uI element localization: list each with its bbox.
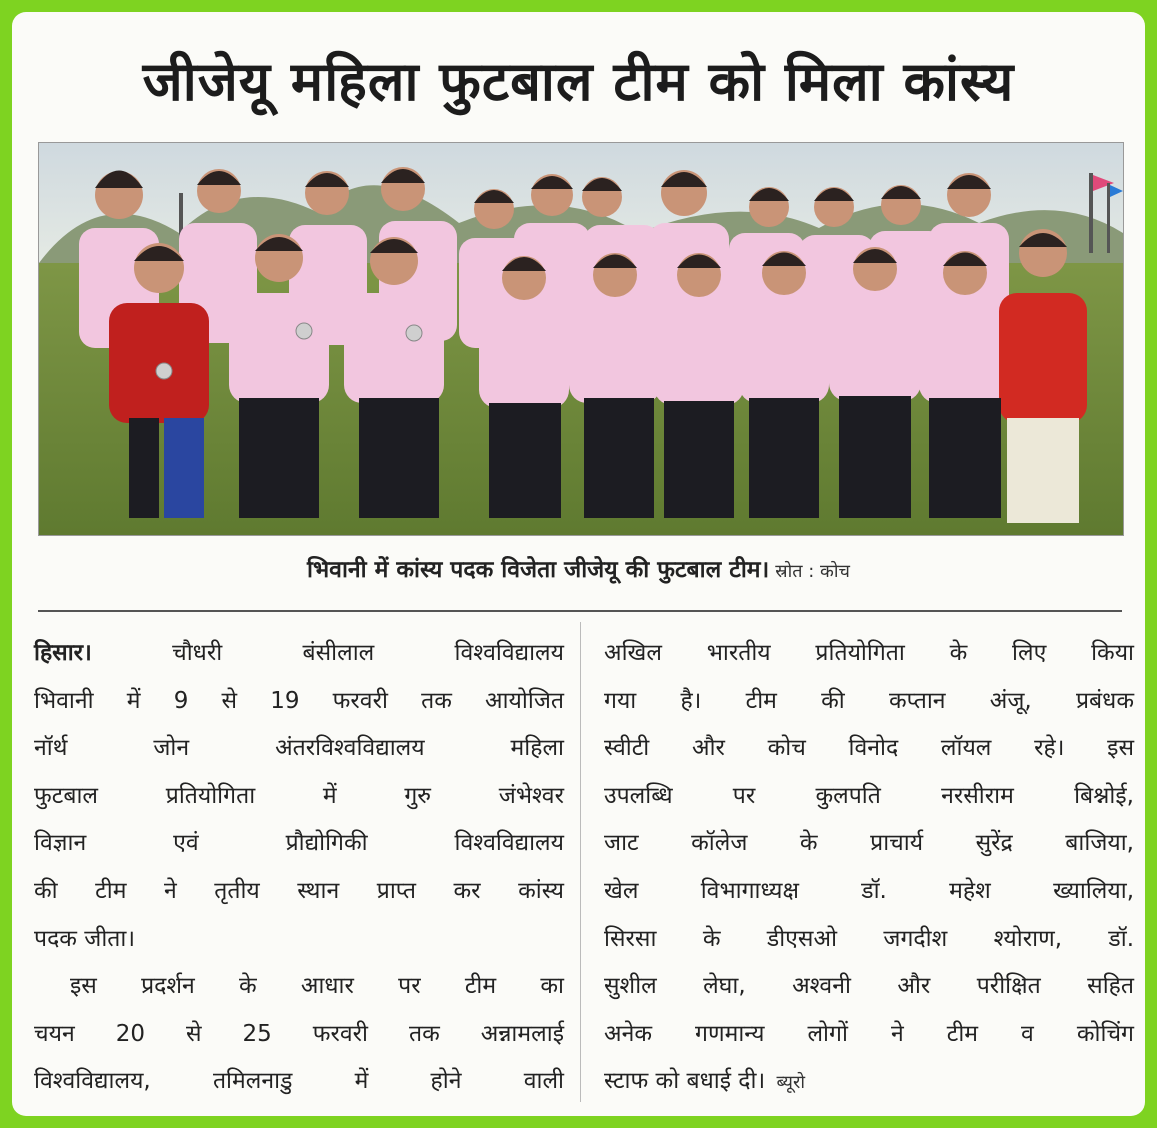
article-line: विज्ञान एवं प्रौद्योगिकी विश्वविद्यालय bbox=[34, 830, 564, 857]
byline: ब्यूरो bbox=[776, 1072, 806, 1094]
article-line: स्टाफ को बधाई दी। ब्यूरो bbox=[604, 1068, 806, 1095]
article-line: नॉर्थ जोन अंतरविश्वविद्यालय महिला bbox=[34, 735, 564, 762]
article-line: सिरसा के डीएसओ जगदीश श्योराण, डॉ. bbox=[604, 925, 1134, 952]
article-line: उपलब्धि पर कुलपति नरसीराम बिश्नोई, bbox=[604, 782, 1134, 809]
caption-source: स्रोत : कोच bbox=[775, 561, 850, 582]
article-line: पदक जीता। bbox=[34, 925, 136, 952]
caption-text: भिवानी में कांस्य पदक विजेता जीजेयू की फुटबाल टीम। bbox=[307, 557, 770, 583]
article-line: इस प्रदर्शन के आधार पर टीम का bbox=[70, 973, 564, 1000]
article-line: हिसार। चौधरी बंसीलाल विश्वविद्यालय bbox=[34, 640, 564, 666]
article-column-left bbox=[34, 630, 564, 1106]
article-line: चयन 20 से 25 फरवरी तक अन्नामलाई bbox=[34, 1020, 564, 1047]
article-column-right bbox=[604, 630, 1134, 1106]
article-line: गया है। टीम की कप्तान अंजू, प्रबंधक bbox=[604, 687, 1134, 714]
article-line: सुशील लेघा, अश्वनी और परीक्षित सहित bbox=[604, 973, 1134, 1000]
article-line: विश्वविद्यालय, तमिलनाडु में होने वाली bbox=[34, 1068, 564, 1095]
photo-caption bbox=[12, 552, 1145, 584]
divider bbox=[38, 610, 1122, 612]
article-line: फुटबाल प्रतियोगिता में गुरु जंभेश्वर bbox=[34, 782, 564, 809]
article-line: स्वीटी और कोच विनोद लॉयल रहे। इस bbox=[604, 735, 1134, 762]
article-line: अखिल भारतीय प्रतियोगिता के लिए किया bbox=[604, 640, 1134, 666]
article-line: अनेक गणमान्य लोगों ने टीम व कोचिंग bbox=[604, 1020, 1134, 1047]
article-line: भिवानी में 9 से 19 फरवरी तक आयोजित bbox=[34, 687, 564, 714]
newspaper-clipping bbox=[12, 12, 1145, 1116]
article-line: खेल विभागाध्यक्ष डॉ. महेश ख्यालिया, bbox=[604, 877, 1134, 904]
team-photo bbox=[38, 142, 1124, 536]
team-photo-illustration bbox=[39, 143, 1123, 535]
article-line: जाट कॉलेज के प्राचार्य सुरेंद्र बाजिया, bbox=[604, 830, 1134, 857]
dateline: हिसार। bbox=[34, 640, 92, 666]
article-line: की टीम ने तृतीय स्थान प्राप्त कर कांस्य bbox=[34, 877, 564, 904]
headline: जीजेयू महिला फुटबाल टीम को मिला कांस्य bbox=[142, 50, 1015, 113]
column-divider bbox=[580, 622, 581, 1102]
